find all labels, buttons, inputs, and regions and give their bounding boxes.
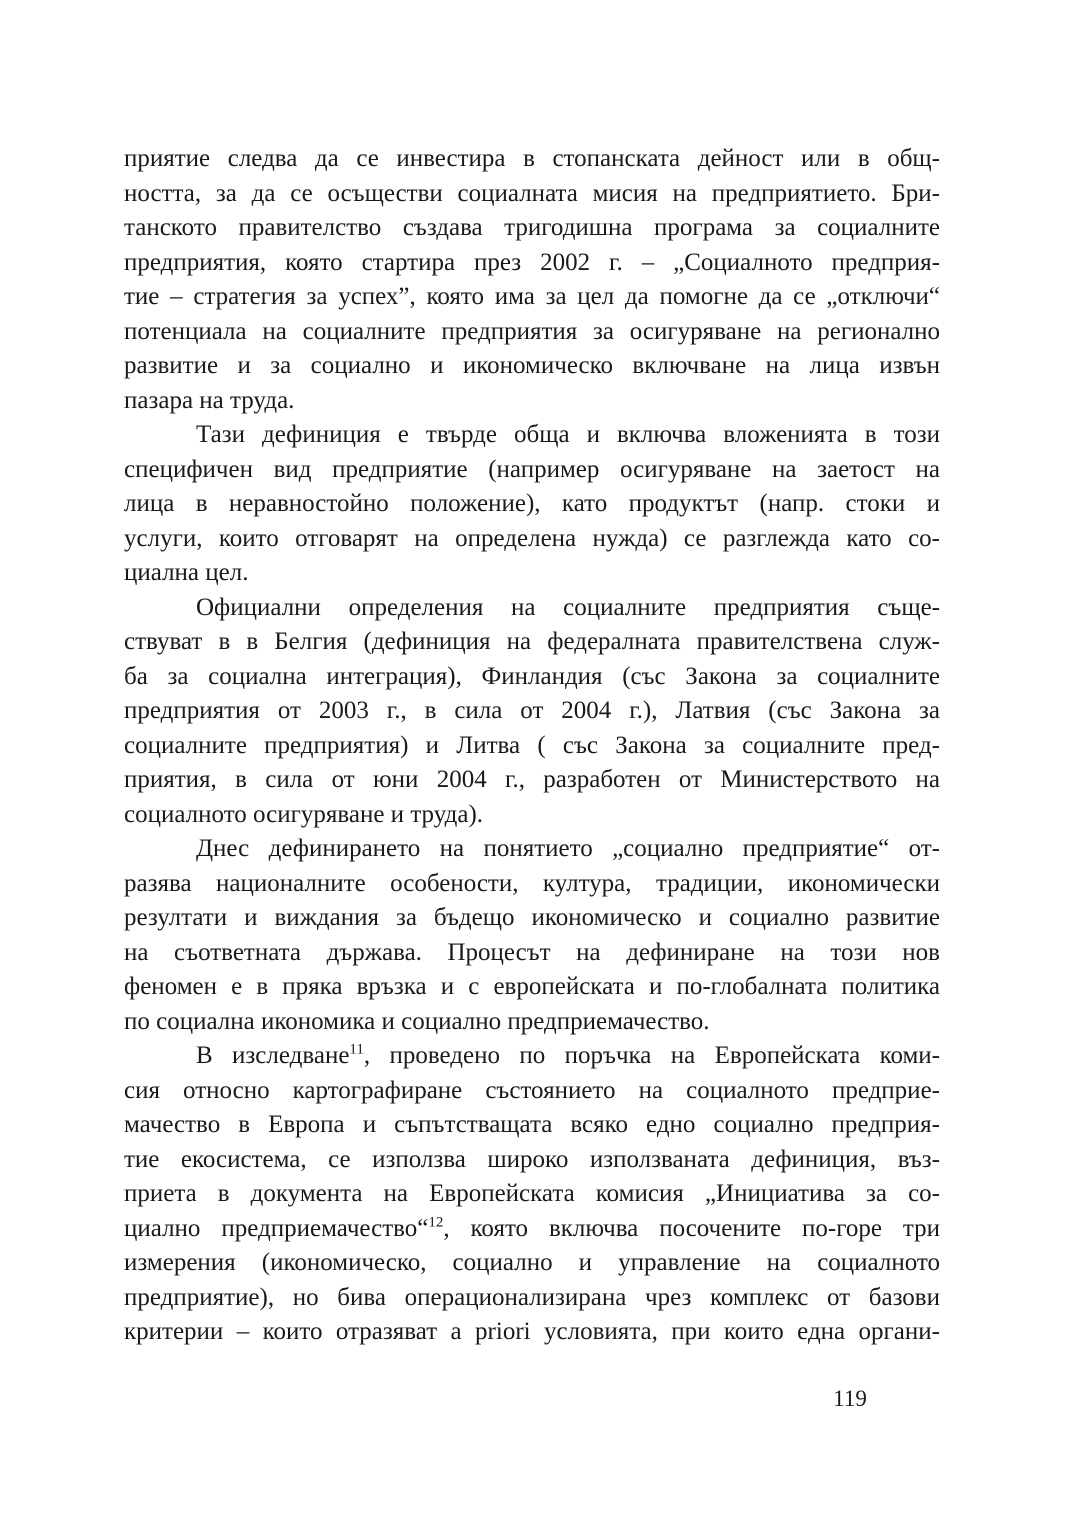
text-fragment: , която включва посочените по-горе три bbox=[443, 1214, 941, 1242]
text-fragment: циално предприемачество“ bbox=[124, 1214, 429, 1242]
text-line: критерии – които отразяват a priori условията, при които една органи- bbox=[124, 1318, 940, 1345]
text-line: на съответната държава. Процесът на дефиниране на този нов bbox=[124, 938, 940, 966]
text-line: предприятие), но бива операционализирана чрез комплекс от базови bbox=[124, 1283, 940, 1311]
text-line: социалното осигуряване и труда). bbox=[124, 800, 484, 828]
text-fragment: , проведено по поръчка на Европейската коми- bbox=[363, 1042, 940, 1069]
text-line: ствуват в в Белгия (дефиниция на федералната правителствена служ- bbox=[124, 628, 940, 655]
text-line: лица в неравностойно положение), като продуктът (напр. стоки и bbox=[124, 490, 940, 517]
text-line: потенциала на социалните предприятия за осигуряване на регионално bbox=[124, 317, 940, 345]
text-line: тие екосистема, се използва широко използваната дефиниция, въз- bbox=[124, 1145, 940, 1173]
text-line: по социална икономика и социално предприемачество. bbox=[124, 1007, 710, 1035]
text-line: социалните предприятия) и Литва ( със Закона за социалните пред- bbox=[124, 731, 940, 759]
text-line: Днес дефинирането на понятието „социално предприятие“ от- bbox=[196, 835, 940, 862]
footnote-ref-11[interactable]: 11 bbox=[349, 1041, 364, 1058]
text-line: мачество в Европа и съпътстващата всяко едно социално предприя- bbox=[124, 1111, 940, 1138]
text-line: приятия, в сила от юни 2004 г., разработен от Министерството на bbox=[124, 766, 940, 793]
text-line: разява националните особености, култура, традиции, икономически bbox=[124, 869, 940, 897]
text-line: предприятия, която стартира през 2002 г. – „Социалното предприя- bbox=[124, 248, 940, 276]
text-line: ността, за да се осъществи социалната мисия на предприятието. Бри- bbox=[124, 179, 940, 207]
text-line: Тази дефиниция е твърде обща и включва вложенията в този bbox=[196, 421, 940, 448]
text-line: приятие следва да се инвестира в стопанската дейност или в общ- bbox=[124, 145, 940, 172]
text-line-with-footnote bbox=[124, 1212, 940, 1247]
text-line-with-footnote bbox=[124, 1039, 940, 1074]
text-line: резултати и виждания за бъдещо икономическо и социално развитие bbox=[124, 904, 940, 931]
text-line: услуги, които отговарят на определена нужда) се разглежда като со- bbox=[124, 524, 940, 552]
text-line: ба за социална интеграция), Финландия (със Закона за социалните bbox=[124, 662, 940, 690]
page-number: 119 bbox=[833, 1386, 867, 1411]
text-line: тие – стратегия за успех”, която има за цел да помогне да се „отключи“ bbox=[124, 283, 940, 310]
text-line: специфичен вид предприятие (например осигуряване на заетост на bbox=[124, 455, 940, 483]
text-fragment: В изследване bbox=[196, 1042, 350, 1069]
text-line: Официални определения на социалните предприятия съще- bbox=[196, 593, 940, 621]
text-line: приета в документа на Европейската комисия „Инициатива за со- bbox=[124, 1180, 940, 1207]
text-line: развитие и за социално и икономическо включване на лица извън bbox=[124, 352, 940, 379]
body-text bbox=[124, 142, 940, 1350]
text-line: циална цел. bbox=[124, 559, 249, 586]
text-line: измерения (икономическо, социално и управление на социалното bbox=[124, 1249, 940, 1276]
text-line: феномен е в пряка връзка и с европейската и по-глобалната политика bbox=[124, 973, 940, 1000]
text-line: предприятия от 2003 г., в сила от 2004 г.), Латвия (със Закона за bbox=[124, 697, 940, 724]
text-line: сия относно картографиране състоянието на социалното предприе- bbox=[124, 1076, 940, 1104]
text-line: пазара на труда. bbox=[124, 386, 295, 414]
text-line: танското правителство създава тригодишна програма за социалните bbox=[124, 214, 940, 241]
footnote-ref-12[interactable]: 12 bbox=[428, 1214, 444, 1231]
